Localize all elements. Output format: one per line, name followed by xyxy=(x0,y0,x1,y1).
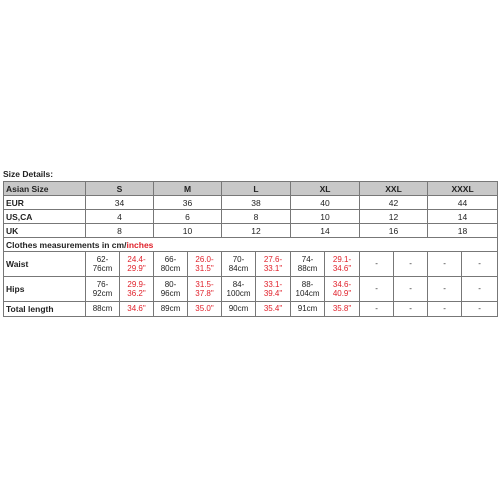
table-cell: 16 xyxy=(360,224,428,238)
inch-cell: 27.6- 33.1" xyxy=(256,252,291,277)
empty-cell: - xyxy=(462,302,498,317)
table-cell: 4 xyxy=(86,210,154,224)
measurement-row-hips xyxy=(4,277,498,302)
table-cell: 8 xyxy=(86,224,154,238)
row-label: EUR xyxy=(4,196,86,210)
cm-cell: 90cm xyxy=(222,302,256,317)
table-row xyxy=(4,210,498,224)
measurements-section-row xyxy=(4,238,498,252)
cm-cell: 76- 92cm xyxy=(86,277,120,302)
table-cell: 12 xyxy=(360,210,428,224)
cm-cell: 80- 96cm xyxy=(154,277,188,302)
inch-cell: 24.4- 29.9" xyxy=(120,252,154,277)
empty-cell: - xyxy=(394,277,428,302)
cm-cell: 62- 76cm xyxy=(86,252,120,277)
size-header-row xyxy=(4,182,498,196)
header-label: Asian Size xyxy=(4,182,86,196)
cm-cell: 66- 80cm xyxy=(154,252,188,277)
empty-cell: - xyxy=(360,252,394,277)
table-cell: 18 xyxy=(428,224,498,238)
row-label: Total length xyxy=(4,302,86,317)
cm-cell: 70- 84cm xyxy=(222,252,256,277)
empty-cell: - xyxy=(394,252,428,277)
empty-cell: - xyxy=(394,302,428,317)
inch-cell: 35.8" xyxy=(325,302,360,317)
table-cell: 40 xyxy=(291,196,360,210)
size-header-xxxl: XXXL xyxy=(428,182,498,196)
empty-cell: - xyxy=(428,277,462,302)
cm-cell: 84- 100cm xyxy=(222,277,256,302)
size-header-m: M xyxy=(154,182,222,196)
inch-cell: 29.1- 34.6" xyxy=(325,252,360,277)
empty-cell: - xyxy=(428,252,462,277)
table-cell: 36 xyxy=(154,196,222,210)
size-details xyxy=(3,168,497,317)
section-title-prefix: Clothes measurements in cm/ xyxy=(6,239,127,250)
measurement-row-waist xyxy=(4,252,498,277)
measurements-section-title xyxy=(4,238,498,252)
table-cell: 42 xyxy=(360,196,428,210)
table-cell: 14 xyxy=(291,224,360,238)
inch-cell: 31.5- 37.8" xyxy=(188,277,222,302)
inch-cell: 26.0- 31.5" xyxy=(188,252,222,277)
inch-cell: 33.1- 39.4" xyxy=(256,277,291,302)
inch-cell: 29.9- 36.2" xyxy=(120,277,154,302)
inch-cell: 35.4" xyxy=(256,302,291,317)
row-label: Hips xyxy=(4,277,86,302)
row-label: Waist xyxy=(4,252,86,277)
table-cell: 10 xyxy=(154,224,222,238)
table-row xyxy=(4,196,498,210)
inch-cell: 35.0" xyxy=(188,302,222,317)
empty-cell: - xyxy=(360,302,394,317)
table-cell: 34 xyxy=(86,196,154,210)
cm-cell: 91cm xyxy=(291,302,325,317)
size-chart-table xyxy=(3,181,498,317)
inch-cell: 34.6" xyxy=(120,302,154,317)
inch-cell: 34.6- 40.9" xyxy=(325,277,360,302)
empty-cell: - xyxy=(428,302,462,317)
table-cell: 14 xyxy=(428,210,498,224)
table-cell: 6 xyxy=(154,210,222,224)
cm-cell: 88- 104cm xyxy=(291,277,325,302)
cm-cell: 89cm xyxy=(154,302,188,317)
size-header-xl: XL xyxy=(291,182,360,196)
cm-cell: 74- 88cm xyxy=(291,252,325,277)
table-cell: 38 xyxy=(222,196,291,210)
row-label: UK xyxy=(4,224,86,238)
size-header-xxl: XXL xyxy=(360,182,428,196)
table-cell: 10 xyxy=(291,210,360,224)
section-title-inches: inches xyxy=(126,239,154,250)
empty-cell: - xyxy=(360,277,394,302)
table-cell: 8 xyxy=(222,210,291,224)
cm-cell: 88cm xyxy=(86,302,120,317)
empty-cell: - xyxy=(462,277,498,302)
table-row xyxy=(4,224,498,238)
table-cell: 44 xyxy=(428,196,498,210)
row-label: US,CA xyxy=(4,210,86,224)
size-details-caption: Size Details: xyxy=(3,169,54,179)
measurement-row-total-length xyxy=(4,302,498,317)
size-header-s: S xyxy=(86,182,154,196)
empty-cell: - xyxy=(462,252,498,277)
table-cell: 12 xyxy=(222,224,291,238)
size-header-l: L xyxy=(222,182,291,196)
